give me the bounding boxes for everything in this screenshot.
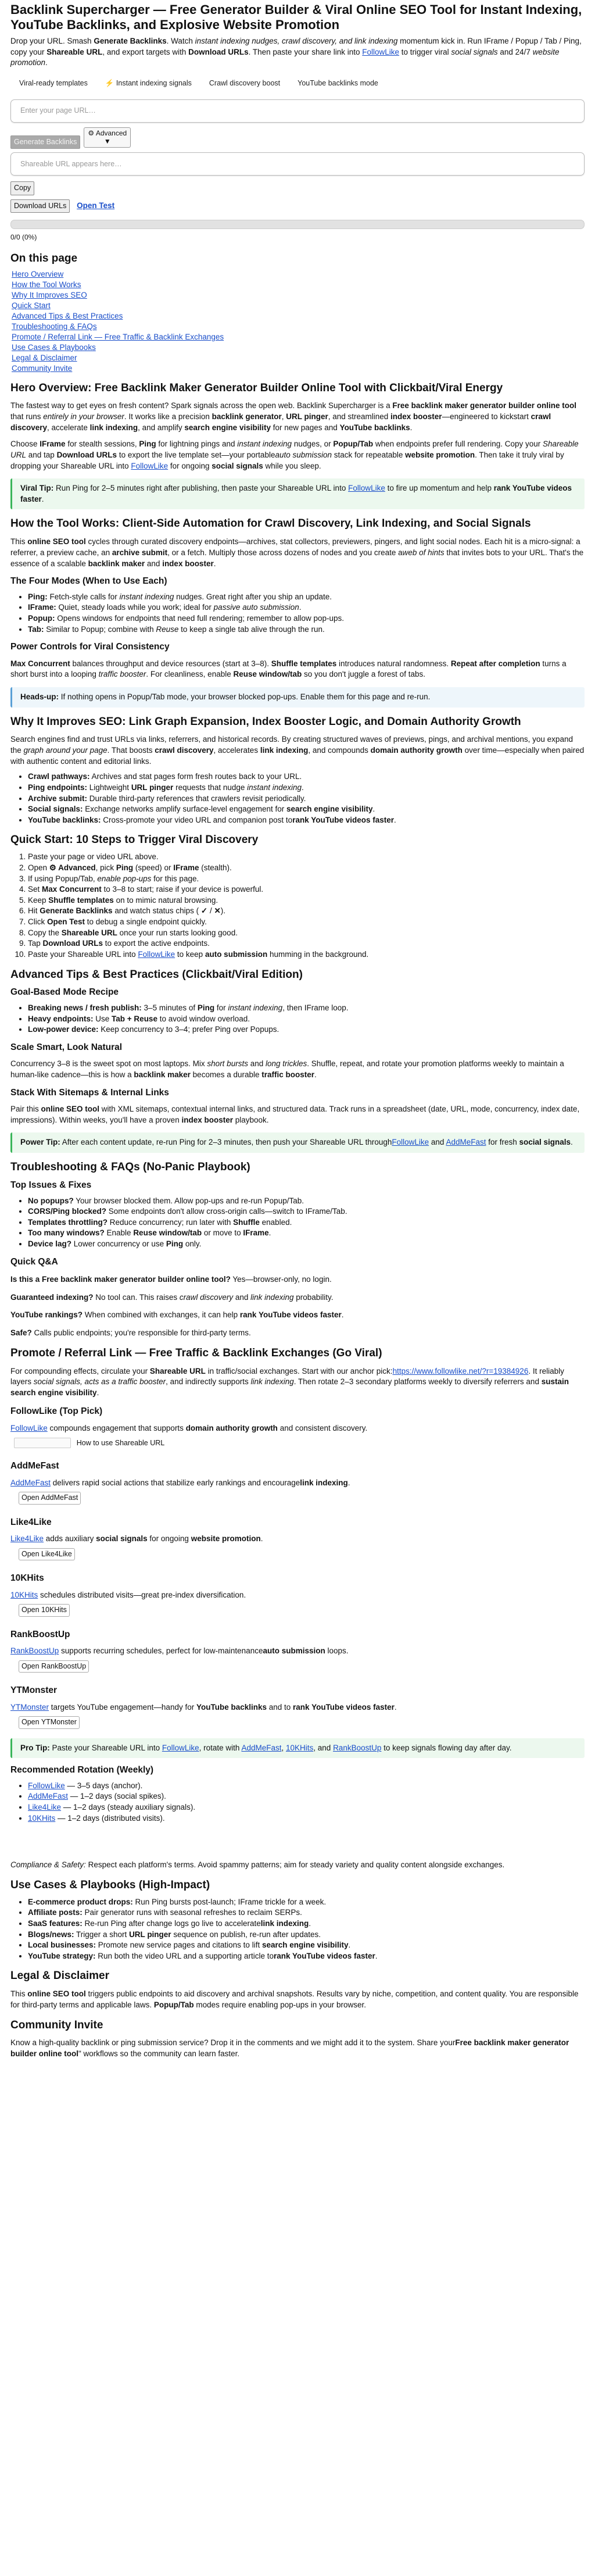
platform-title: AddMeFast bbox=[10, 1461, 59, 1471]
list-item: • YouTube backlinks: Cross-promote your video URL and companion post torank YouTube videos faster. bbox=[28, 815, 585, 826]
quick-followlike-link[interactable]: FollowLike bbox=[138, 949, 175, 959]
list-item: 8. Copy the Shareable URL once your run starts looking good. bbox=[28, 928, 585, 939]
platform-open-row bbox=[10, 1548, 585, 1560]
addmefast-link[interactable]: AddMeFast bbox=[10, 1478, 51, 1487]
toc-link[interactable]: Advanced Tips & Best Practices bbox=[12, 311, 123, 320]
power-tip-followlike-link[interactable]: FollowLike bbox=[392, 1138, 429, 1147]
list-item: • Breaking news / fresh publish: 3–5 minutes of Ping for instant indexing, then IFrame loop. bbox=[28, 1003, 585, 1014]
viral-tip-followlike-link[interactable]: FollowLike bbox=[348, 484, 385, 493]
list-item: • YouTube strategy: Run both the video URL and a supporting article torank YouTube videos faster. bbox=[28, 1951, 585, 1962]
page-title: Backlink Supercharger — Free Generator Builder & Viral Online SEO Tool for Instant Indexing, YouTube Backlinks, and Explosive Website Promotion bbox=[10, 2, 582, 32]
issues-title: Top Issues & Fixes bbox=[10, 1180, 92, 1190]
intro: Drop your URL. Smash Generate Backlinks. Watch instant indexing nudges, crawl discovery, and link indexing momentum kick in. Run IFrame / Popup / Tab / Ping, copy your Shareable URL, and export targets with Download URLs. Then paste your share link into FollowLike to trigger viral social signals and 24/7 website promotion. bbox=[10, 36, 582, 67]
list-item: • Low-power device: Keep concurrency to 3–4; prefer Ping over Popups. bbox=[28, 1024, 585, 1035]
followlike-description: FollowLike compounds engagement that supports domain authority growth and consistent discovery. bbox=[10, 1423, 368, 1432]
platform-description: RankBoostUp supports recurring schedules, perfect for low-maintenanceauto submission loops. bbox=[10, 1646, 349, 1656]
usecases-list bbox=[10, 1897, 585, 1962]
generate-backlinks-button[interactable]: Generate Backlinks bbox=[10, 135, 80, 149]
open-10khits-button[interactable]: Open 10KHits bbox=[19, 1604, 70, 1616]
copy-row bbox=[10, 181, 585, 195]
url-input[interactable]: Enter your page URL… bbox=[10, 99, 585, 123]
list-item: • Local businesses: Promote new service pages and citations to lift search engine visibility. bbox=[28, 1940, 585, 1951]
list-item: 3. If using Popup/Tab, enable pop-ups for this page. bbox=[28, 874, 585, 885]
promote-title: Promote / Referral Link — Free Traffic & Backlink Exchanges (Go Viral) bbox=[10, 1346, 382, 1359]
pro-tip-10khits-link[interactable]: 10KHits bbox=[286, 1743, 314, 1752]
list-item: 7. Click Open Test to debug a single endpoint quickly. bbox=[28, 917, 585, 928]
advanced-toggle[interactable]: ⚙ Advanced ▼ bbox=[84, 127, 131, 148]
advanced-title: Advanced Tips & Best Practices (Clickbait/Viral Edition) bbox=[10, 968, 303, 981]
platform-open-row bbox=[10, 1716, 585, 1728]
list-item: • SaaS features: Re-run Ping after change logs go live to acceleratelink indexing. bbox=[28, 1918, 585, 1930]
toc-link[interactable]: Quick Start bbox=[12, 301, 51, 310]
pro-tip-followlike-link[interactable]: FollowLike bbox=[162, 1743, 199, 1752]
list-item: • Ping endpoints: Lightweight URL pinger requests that nudge instant indexing. bbox=[28, 783, 585, 794]
qa-title: Quick Q&A bbox=[10, 1256, 58, 1267]
ytmonster-link[interactable]: YTMonster bbox=[10, 1702, 49, 1712]
toc-link[interactable]: How the Tool Works bbox=[12, 280, 81, 290]
qa-item: Safe? Calls public endpoints; you're responsible for third-party terms. bbox=[10, 1328, 251, 1338]
quick-steps bbox=[10, 852, 585, 960]
rotation-addmefast-link[interactable]: AddMeFast bbox=[28, 1792, 69, 1801]
list-item: 1. Paste your page or video URL above. bbox=[28, 852, 585, 863]
list-item: • 10KHits — 1–2 days (distributed visits). bbox=[28, 1813, 585, 1824]
rankboostup-link[interactable]: RankBoostUp bbox=[10, 1646, 59, 1656]
hero-paragraph-2: Choose IFrame for stealth sessions, Ping for lightning pings and instant indexing nudges, or Popup/Tab when endpoints prefer full rendering. Copy your Shareable URL and tap Download URLs to export the live template set—your portableauto submission stack for repeatable website promotion. Then take it truly viral by dropping your Shareable URL into FollowLike for ongoing social signals while you sleep. bbox=[10, 440, 579, 470]
community-paragraph: Know a high-quality backlink or ping submission service? Drop it in the comments and we might add it to the system. Share yourFree backlink maker generator builder online tool" workflows so the community can learn faster. bbox=[10, 2038, 569, 2058]
followlike-link[interactable]: FollowLike bbox=[10, 1423, 48, 1432]
download-urls-button[interactable]: Download URLs bbox=[10, 199, 70, 213]
list-item: • AddMeFast — 1–2 days (social spikes). bbox=[28, 1791, 585, 1802]
pro-tip-addmefast-link[interactable]: AddMeFast bbox=[241, 1743, 282, 1752]
list-item: • Blogs/news: Trigger a short URL pinger sequence on publish, re-run after updates. bbox=[28, 1930, 585, 1941]
community-title: Community Invite bbox=[10, 2018, 103, 2031]
list-item: • Crawl pathways: Archives and stat pages form fresh routes back to your URL. bbox=[28, 771, 585, 783]
list-item: • Ping: Fetch-style calls for instant indexing nudges. Great right after you ship an update. bbox=[28, 592, 585, 603]
usecases-title: Use Cases & Playbooks (High-Impact) bbox=[10, 1878, 210, 1891]
goal-title: Goal-Based Mode Recipe bbox=[10, 987, 119, 998]
progress-bar bbox=[10, 220, 585, 229]
mode-tabs bbox=[10, 74, 585, 92]
platform-open-row bbox=[10, 1492, 585, 1504]
toc bbox=[10, 269, 585, 374]
list-item: 6. Hit Generate Backlinks and watch status chips ( ✓ / ✕). bbox=[28, 906, 585, 917]
list-item: 5. Keep Shuffle templates on to mimic natural browsing. bbox=[28, 895, 585, 906]
viral-tip-callout: Viral Tip: Run Ping for 2–5 minutes right after publishing, then paste your Shareable URL into FollowLike to fire up momentum and help rank YouTube videos faster. bbox=[10, 478, 585, 509]
list-item: • Too many windows? Enable Reuse window/tab or move to IFrame. bbox=[28, 1228, 585, 1239]
10khits-link[interactable]: 10KHits bbox=[10, 1590, 38, 1599]
controls-paragraph: Max Concurrent balances throughput and device resources (start at 3–8). Shuffle templates introduces natural randomness. Repeat after completion turns a short burst into a looping traffic booster. For cleanliness, enable Reuse window/tab so you don't juggle a forest of tabs. bbox=[10, 659, 567, 679]
toc-title: On this page bbox=[10, 252, 78, 265]
legal-title: Legal & Disclaimer bbox=[10, 1970, 110, 1982]
list-item: 2. Open ⚙ Advanced, pick Ping (speed) or IFrame (stealth). bbox=[28, 863, 585, 874]
trouble-title: Troubleshooting & FAQs (No-Panic Playbook) bbox=[10, 1161, 250, 1174]
tab-crawl-discovery[interactable]: Crawl discovery boost bbox=[209, 78, 281, 87]
scale-paragraph: Concurrency 3–8 is the sweet spot on most laptops. Mix short bursts and long trickles. Shuffle, repeat, and rotate your promotion platforms weekly to maintain a human-like cadence—this is how a backlink maker becomes a durable traffic booster. bbox=[10, 1059, 564, 1080]
list-item: • Heavy endpoints: Use Tab + Reuse to avoid window overload. bbox=[28, 1014, 585, 1025]
platform-open-row bbox=[10, 1604, 585, 1616]
list-item: 10. Paste your Shareable URL into FollowLike to keep auto submission humming in the background. bbox=[28, 949, 585, 960]
hero-followlike-link[interactable]: FollowLike bbox=[131, 461, 169, 470]
toc-link[interactable]: Use Cases & Playbooks bbox=[12, 342, 96, 352]
qa-item: Guaranteed indexing? No tool can. This raises crawl discovery and link indexing probability. bbox=[10, 1292, 334, 1302]
referral-link[interactable]: https://www.followlike.net/?r=19384926 bbox=[392, 1366, 529, 1375]
controls-title: Power Controls for Viral Consistency bbox=[10, 642, 170, 652]
platform-title: YTMonster bbox=[10, 1685, 58, 1696]
compliance-note: Compliance & Safety: Respect each platform's terms. Avoid spammy patterns; aim for steady variety and quality content alongside exchanges. bbox=[10, 1860, 505, 1870]
tab-instant-indexing[interactable]: ⚡ Instant indexing signals bbox=[105, 78, 192, 87]
open-like4like-button[interactable]: Open Like4Like bbox=[19, 1548, 75, 1560]
pro-tip-rankboostup-link[interactable]: RankBoostUp bbox=[333, 1743, 382, 1752]
platform-description: Like4Like adds auxiliary social signals for ongoing website promotion. bbox=[10, 1534, 263, 1544]
hero-title: Hero Overview: Free Backlink Maker Generator Builder Online Tool with Clickbait/Viral Energy bbox=[10, 381, 503, 394]
rotation-list bbox=[10, 1781, 585, 1824]
modes-title: The Four Modes (When to Use Each) bbox=[10, 576, 167, 587]
platform-description: AddMeFast delivers rapid social actions that stabilize early rankings and encouragelink indexing. bbox=[10, 1478, 350, 1487]
toc-link[interactable]: Why It Improves SEO bbox=[12, 291, 87, 300]
platform-title: Like4Like bbox=[10, 1517, 52, 1527]
followlike-image-row bbox=[10, 1438, 585, 1449]
progress-text: 0/0 (0%) bbox=[10, 233, 37, 241]
copy-button[interactable]: Copy bbox=[10, 181, 34, 195]
toc-link[interactable]: Hero Overview bbox=[12, 270, 64, 279]
followlike-image-caption: How to use Shareable URL bbox=[76, 1438, 165, 1447]
list-item: • Affiliate posts: Pair generator runs with seasonal refreshes to reclaim SERPs. bbox=[28, 1907, 585, 1918]
why-title: Why It Improves SEO: Link Graph Expansion, Index Booster Logic, and Domain Authority Growth bbox=[10, 715, 521, 728]
platform-description: YTMonster targets YouTube engagement—handy for YouTube backlinks and to rank YouTube videos faster. bbox=[10, 1702, 397, 1712]
list-item: • Like4Like — 1–2 days (steady auxiliary signals). bbox=[28, 1802, 585, 1813]
qa-item: YouTube rankings? When combined with exchanges, it can help rank YouTube videos faster. bbox=[10, 1310, 344, 1320]
quick-title: Quick Start: 10 Steps to Trigger Viral Discovery bbox=[10, 834, 259, 846]
stack-paragraph: Pair this online SEO tool with XML sitemaps, contextual internal links, and structured data. Track runs in a spreadsheet (date, URL, mode, concurrency, index date, impressions). Within weeks, you'll have a proven index booster playbook. bbox=[10, 1105, 580, 1124]
rotation-10khits-link[interactable]: 10KHits bbox=[28, 1813, 56, 1823]
why-paragraph: Search engines find and trust URLs via links, referrers, and historical records. By creating structured waves of previews, pings, and archival mentions, you expand the graph around your page. That boosts crawl discovery, accelerates link indexing, and compounds domain authority growth over time—especially when paired with authentic content and editorial links. bbox=[10, 735, 585, 766]
list-item: 9. Tap Download URLs to export the active endpoints. bbox=[28, 938, 585, 949]
legal-paragraph: This online SEO tool triggers public endpoints to aid discovery and archival snapshots. Results vary by niche, competition, and content quality. You are responsible for third-party terms and applicable laws. Popup/Tab modes require enabling pop-ups in your browser. bbox=[10, 1989, 579, 2009]
list-item: • IFrame: Quiet, steady loads while you work; ideal for passive auto submission. bbox=[28, 602, 585, 613]
platform-title: 10KHits bbox=[10, 1573, 44, 1584]
list-item: • Device lag? Lower concurrency or use Ping only. bbox=[28, 1239, 585, 1250]
list-item: • FollowLike — 3–5 days (anchor). bbox=[28, 1781, 585, 1792]
stack-title: Stack With Sitemaps & Internal Links bbox=[10, 1087, 169, 1098]
platform-open-row bbox=[10, 1660, 585, 1673]
rotation-title: Recommended Rotation (Weekly) bbox=[10, 1765, 154, 1775]
toc-link[interactable]: Community Invite bbox=[12, 363, 73, 373]
tab-youtube-backlinks[interactable]: YouTube backlinks mode bbox=[298, 78, 378, 87]
list-item: • CORS/Ping blocked? Some endpoints don't allow cross-origin calls—switch to IFrame/Tab. bbox=[28, 1206, 585, 1217]
toc-link[interactable]: Legal & Disclaimer bbox=[12, 353, 77, 362]
why-list bbox=[10, 771, 585, 826]
share-url-field[interactable]: Shareable URL appears here… bbox=[10, 152, 585, 176]
list-item: • Social signals: Exchange networks amplify surface-level engagement for search engine visibility. bbox=[28, 804, 585, 815]
power-tip-callout: Power Tip: After each content update, re-run Ping for 2–3 minutes, then push your Shareable URL throughFollowLike and AddMeFast for fresh social signals. bbox=[10, 1132, 585, 1153]
intro-followlike-link[interactable]: FollowLike bbox=[362, 47, 400, 56]
platform-title: RankBoostUp bbox=[10, 1629, 70, 1639]
pro-tip-callout: Pro Tip: Paste your Shareable URL into FollowLike, rotate with AddMeFast, 10KHits, and RankBoostUp to keep signals flowing day after day. bbox=[10, 1738, 585, 1759]
scale-title: Scale Smart, Look Natural bbox=[10, 1042, 123, 1052]
rotation-followlike-link[interactable]: FollowLike bbox=[28, 1781, 65, 1790]
goal-list bbox=[10, 1003, 585, 1035]
open-ytmonster-button[interactable]: Open YTMonster bbox=[19, 1716, 80, 1728]
like4like-link[interactable]: Like4Like bbox=[10, 1534, 44, 1544]
image-icon bbox=[14, 1438, 71, 1448]
promote-paragraph: For compounding effects, circulate your Shareable URL in traffic/social exchanges. Start with our anchor pick:https://www.followlike.net/?r=19384926. It reliably layers social signals, acts as a traffic booster, and indirectly supports link indexing. Then rotate 2–3 secondary platforms weekly to diversify referrers and sustain search engine visibility. bbox=[10, 1366, 569, 1397]
action-row bbox=[10, 127, 585, 149]
how-title: How the Tool Works: Client-Side Automation for Crawl Discovery, Link Indexing, and Social Signals bbox=[10, 517, 531, 530]
power-tip-addmefast-link[interactable]: AddMeFast bbox=[446, 1138, 486, 1147]
list-item: 4. Set Max Concurrent to 3–8 to start; raise if your device is powerful. bbox=[28, 884, 585, 895]
toc-link[interactable]: Promote / Referral Link — Free Traffic & Backlink Exchanges bbox=[12, 332, 224, 341]
platform-description: 10KHits schedules distributed visits—great pre-index diversification. bbox=[10, 1590, 246, 1599]
open-test-link[interactable]: Open Test bbox=[77, 201, 115, 210]
modes-list bbox=[10, 592, 585, 635]
open-rankboostup-button[interactable]: Open RankBoostUp bbox=[19, 1660, 89, 1673]
followlike-title: FollowLike (Top Pick) bbox=[10, 1406, 103, 1417]
list-item: • Templates throttling? Reduce concurrency; run later with Shuffle enabled. bbox=[28, 1217, 585, 1228]
list-item: • Archive submit: Durable third-party references that crawlers revisit periodically. bbox=[28, 794, 585, 805]
chevron-down-icon: ▼ bbox=[103, 137, 111, 146]
issues-list bbox=[10, 1196, 585, 1250]
open-addmefast-button[interactable]: Open AddMeFast bbox=[19, 1492, 81, 1504]
heads-up-callout: Heads-up: If nothing opens in Popup/Tab mode, your browser blocked pop-ups. Enable them for this page and re-run. bbox=[10, 687, 585, 708]
list-item: • No popups? Your browser blocked them. Allow pop-ups and re-run Popup/Tab. bbox=[28, 1196, 585, 1207]
download-row bbox=[10, 199, 585, 213]
qa-item: Is this a Free backlink maker generator builder online tool? Yes—browser-only, no login. bbox=[10, 1275, 332, 1284]
toc-link[interactable]: Troubleshooting & FAQs bbox=[12, 321, 97, 331]
list-item: • E-commerce product drops: Run Ping bursts post-launch; IFrame trickle for a week. bbox=[28, 1897, 585, 1908]
rotation-like4like-link[interactable]: Like4Like bbox=[28, 1803, 62, 1812]
hero-paragraph-1: The fastest way to get eyes on fresh content? Spark signals across the open web. Backlink Supercharger is a Free backlink maker generator builder online tool that runs entirely in your browser. It works like a precision backlink generator, URL pinger, and streamlined index booster—engineered to kickstart crawl discovery, accelerate link indexing, and amplify search engine visibility for new pages and YouTube backlinks. bbox=[10, 401, 576, 432]
list-item: • Popup: Opens windows for endpoints that need full rendering; remember to allow pop-ups. bbox=[28, 613, 585, 624]
tab-viral-templates[interactable]: Viral-ready templates bbox=[19, 78, 88, 87]
how-paragraph: This online SEO tool cycles through curated discovery endpoints—archives, stat collectors, previewers, pingers, and light social nodes. Each hit is a micro-signal: a referrer, a preview cache, an archive submit, or a fetch. Multiply those across dozens of nodes and you create aweb of hints that invites bots to your URL. That's the essence of a scalable backlink maker and index booster. bbox=[10, 537, 584, 568]
list-item: • Tab: Similar to Popup; combine with Reuse to keep a single tab alive through the run. bbox=[28, 624, 585, 635]
